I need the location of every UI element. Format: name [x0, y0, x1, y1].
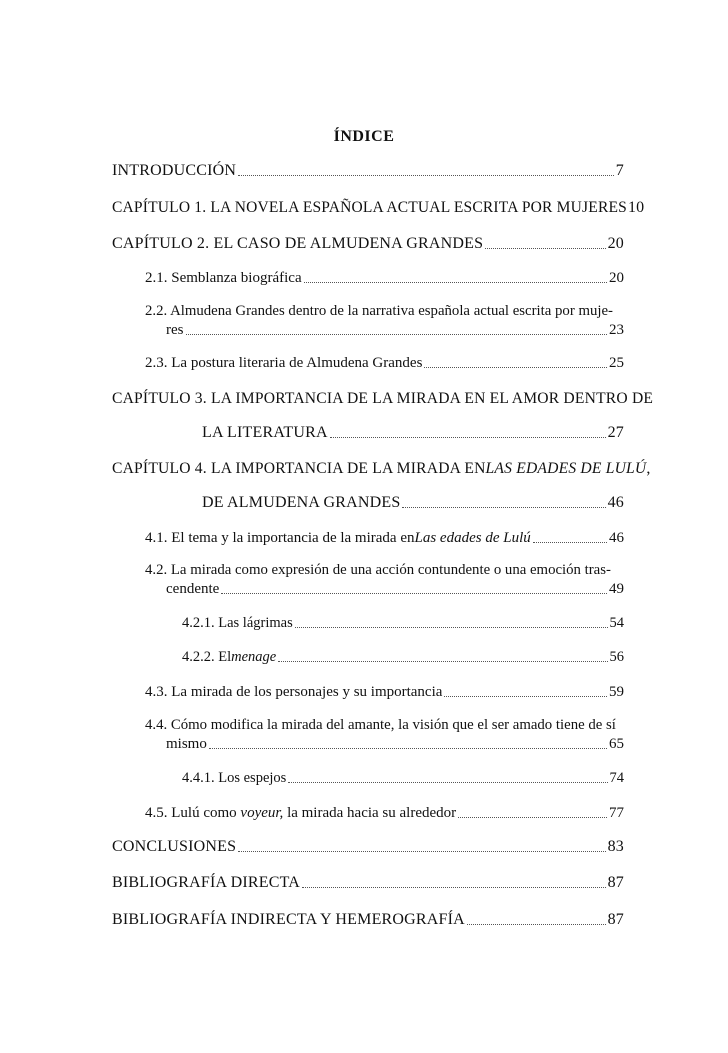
leader-dots — [402, 507, 605, 508]
leader-dots — [467, 924, 606, 925]
toc-entry-label: mismo — [166, 736, 207, 752]
toc-entry-label: 4.2.2. El — [182, 649, 232, 665]
toc-entry-label: 4.5. Lulú como — [145, 805, 241, 821]
leader-dots — [238, 851, 605, 852]
toc-entry-4-2-2[interactable] — [182, 648, 624, 666]
toc-entry-label: CONCLUSIONES — [112, 838, 237, 855]
toc-entry-label: BIBLIOGRAFÍA INDIRECTA Y HEMEROGRAFÍA — [112, 911, 465, 928]
toc-entry-label: la mirada hacia su alrededor — [283, 805, 457, 821]
toc-page-number: 77 — [609, 805, 624, 821]
leader-dots — [238, 175, 614, 176]
leader-dots — [278, 661, 607, 662]
toc-entry-capitulo-4-line1[interactable] — [112, 460, 651, 478]
toc-entry-label: 2.3. La postura literaria de Almudena Grandes — [145, 355, 423, 371]
toc-entry-label: DE ALMUDENA GRANDES — [202, 494, 401, 511]
toc-entry-label: CAPÍTULO 2. EL CASO DE ALMUDENA GRANDES — [112, 235, 484, 252]
toc-page-number: 65 — [609, 736, 624, 752]
toc-page-number: 59 — [609, 684, 624, 700]
toc-page-number: 87 — [607, 874, 624, 891]
toc-entry-label: 2.1. Semblanza biográfica — [145, 270, 302, 286]
toc-entry-conclusiones[interactable] — [112, 838, 624, 856]
toc-entry-4-3[interactable] — [145, 683, 624, 701]
toc-page-number: 7 — [615, 162, 624, 179]
toc-page-number: 49 — [609, 581, 624, 597]
toc-entry-label-italic: LAS EDADES DE LULÚ — [485, 460, 647, 477]
toc-entry-4-2-line2[interactable] — [166, 580, 624, 598]
toc-entry-2-3[interactable] — [145, 354, 624, 372]
toc-page-number: 87 — [607, 911, 624, 928]
toc-entry-2-2-line2[interactable] — [166, 321, 624, 339]
toc-entry-4-2-1[interactable] — [182, 614, 624, 632]
toc-entry-label-italic: menage — [231, 649, 277, 665]
toc-page-number: 46 — [607, 494, 624, 511]
toc-entry-capitulo-3-line1[interactable] — [112, 390, 654, 408]
toc-entry-label: res — [166, 322, 184, 338]
toc-page-number: 20 — [609, 270, 624, 286]
toc-entry-label: , — [646, 460, 651, 477]
leader-dots — [330, 437, 606, 438]
toc-entry-4-5[interactable] — [145, 804, 624, 822]
toc-entry-4-4-line1[interactable] — [145, 716, 630, 734]
leader-dots — [444, 696, 607, 697]
leader-dots — [485, 248, 605, 249]
toc-entry-4-4-line2[interactable] — [166, 735, 624, 753]
toc-entry-capitulo-1[interactable] — [112, 199, 645, 217]
toc-entry-4-1[interactable] — [145, 529, 624, 547]
leader-dots — [302, 887, 606, 888]
toc-entry-label: CAPÍTULO 3. LA IMPORTANCIA DE LA MIRADA EN EL AMOR DENTRO DE — [112, 390, 654, 407]
toc-entry-4-2-line1[interactable] — [145, 561, 624, 579]
leader-dots — [221, 593, 607, 594]
toc-entry-bibliografia-indirecta[interactable] — [112, 911, 624, 929]
toc-page-number: 56 — [609, 649, 624, 665]
toc-entry-capitulo-4-line2[interactable] — [202, 494, 624, 512]
toc-entry-capitulo-2[interactable] — [112, 235, 624, 253]
toc-page-number: 23 — [609, 322, 624, 338]
toc-entry-introduccion[interactable] — [112, 162, 624, 180]
toc-entry-bibliografia-directa[interactable] — [112, 874, 624, 892]
toc-entry-label: 2.2. Almudena Grandes dentro de la narrativa española actual escrita por muje- — [145, 303, 613, 319]
toc-page-number: 54 — [609, 615, 624, 631]
leader-dots — [304, 282, 607, 283]
toc-entry-label: CAPÍTULO 4. LA IMPORTANCIA DE LA MIRADA EN — [112, 460, 486, 477]
leader-dots — [295, 627, 608, 628]
leader-dots — [458, 817, 607, 818]
toc-entry-label: 4.4.1. Los espejos — [182, 770, 287, 786]
toc-entry-label: 4.4. Cómo modifica la mirada del amante, la visión que el ser amado tiene de sí — [145, 717, 616, 733]
toc-entry-2-2-line1[interactable] — [145, 302, 624, 320]
toc-entry-4-4-1[interactable] — [182, 769, 624, 787]
leader-dots — [209, 748, 607, 749]
leader-dots — [533, 542, 607, 543]
index-title: ÍNDICE — [333, 128, 395, 145]
toc-page-number: 74 — [609, 770, 624, 786]
leader-dots — [186, 334, 608, 335]
toc-entry-label: 4.2. La mirada como expresión de una acción contundente o una emoción tras- — [145, 562, 611, 578]
toc-entry-label-italic: voyeur, — [240, 805, 284, 821]
toc-page-number: 20 — [607, 235, 624, 252]
toc-entry-capitulo-3-line2[interactable] — [202, 424, 624, 442]
toc-entry-label: INTRODUCCIÓN — [112, 162, 237, 179]
toc-entry-label: 4.1. El tema y la importancia de la mirada en — [145, 530, 415, 546]
toc-page-number: 46 — [609, 530, 624, 546]
toc-entry-label: BIBLIOGRAFÍA DIRECTA — [112, 874, 301, 891]
toc-page-number: 10 — [627, 199, 645, 216]
leader-dots — [424, 367, 607, 368]
toc-entry-label: cendente — [166, 581, 220, 597]
toc-page-number: 27 — [607, 424, 624, 441]
toc-entry-label-italic: Las edades de Lulú — [414, 530, 531, 546]
leader-dots — [288, 782, 607, 783]
toc-entry-label: 4.3. La mirada de los personajes y su importancia — [145, 684, 443, 700]
toc-page-number: 83 — [607, 838, 624, 855]
toc-page-number: 25 — [609, 355, 624, 371]
toc-entry-2-1[interactable] — [145, 269, 624, 287]
toc-entry-label: CAPÍTULO 1. LA NOVELA ESPAÑOLA ACTUAL ESCRITA POR MUJERES — [112, 199, 627, 216]
toc-entry-label: 4.2.1. Las lágrimas — [182, 615, 293, 631]
toc-entry-label: LA LITERATURA — [202, 424, 328, 441]
